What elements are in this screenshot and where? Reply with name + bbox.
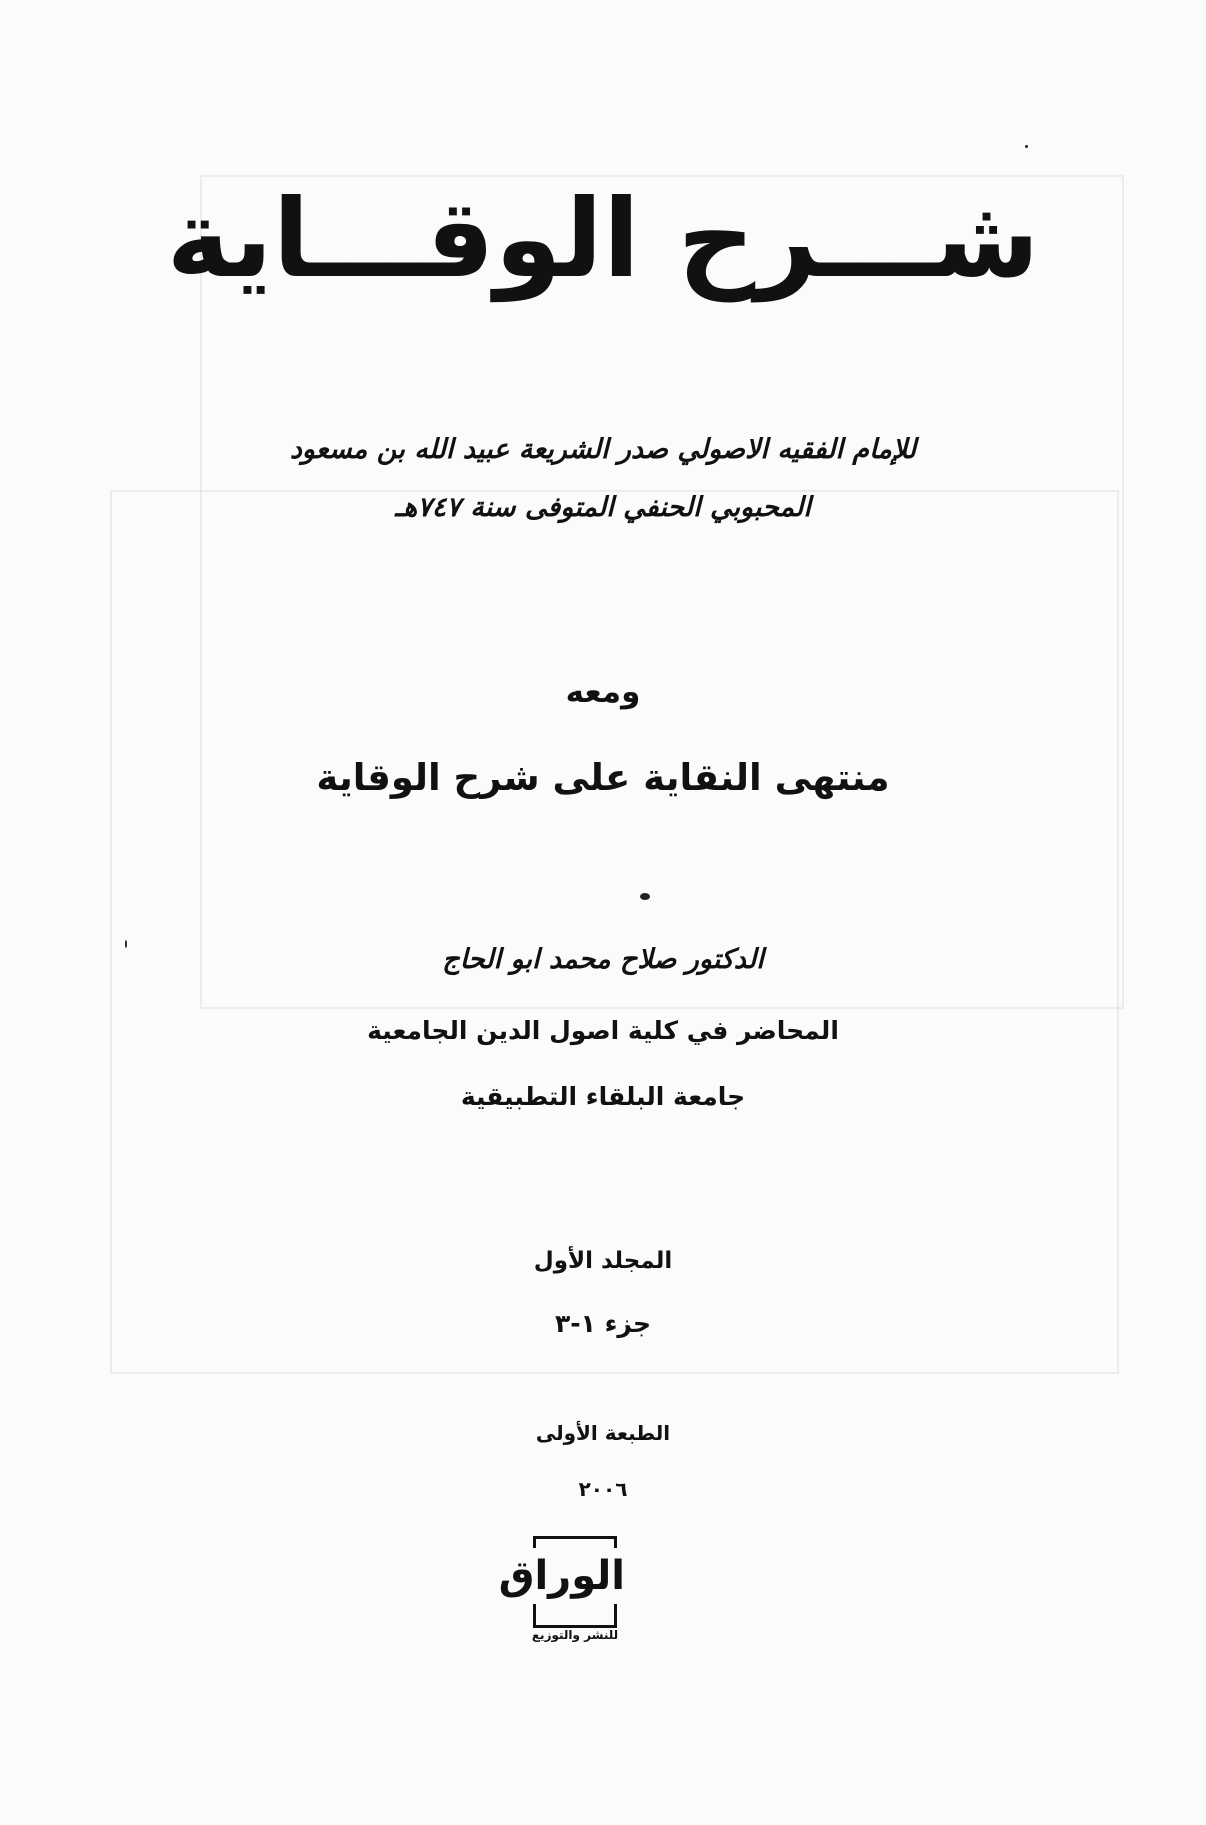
companion-title: منتهى النقاية على شرح الوقاية xyxy=(316,756,890,799)
ink-speck xyxy=(640,893,650,900)
logo-subtitle: للنشر والتوزيع xyxy=(531,1628,619,1642)
author-line-2: المحبوبي الحنفي المتوفى سنة ٧٤٧هـ xyxy=(395,492,811,523)
editor-position: المحاضر في كلية اصول الدين الجامعية xyxy=(367,1016,839,1045)
year-label: ٢٠٠٦ xyxy=(578,1477,628,1501)
editor-name: الدكتور صلاح محمد ابو الحاج xyxy=(442,944,764,975)
volume-label: المجلد الأول xyxy=(533,1248,673,1274)
parts-label: جزء ١-٣ xyxy=(555,1309,651,1338)
book-title: شـــرح الوقـــاية xyxy=(166,177,1040,302)
ink-speck xyxy=(1025,145,1028,148)
edition-label: الطبعة الأولى xyxy=(535,1421,671,1445)
editor-university: جامعة البلقاء التطبيقية xyxy=(460,1082,746,1111)
with-label: ومعه xyxy=(565,674,641,710)
author-line-1: للإمام الفقيه الاصولي صدر الشريعة عبيد الله بن مسعود xyxy=(289,434,917,465)
publisher-logo xyxy=(498,1530,625,1650)
ink-speck xyxy=(125,940,127,948)
logo-mark: الوراق xyxy=(525,1548,625,1604)
